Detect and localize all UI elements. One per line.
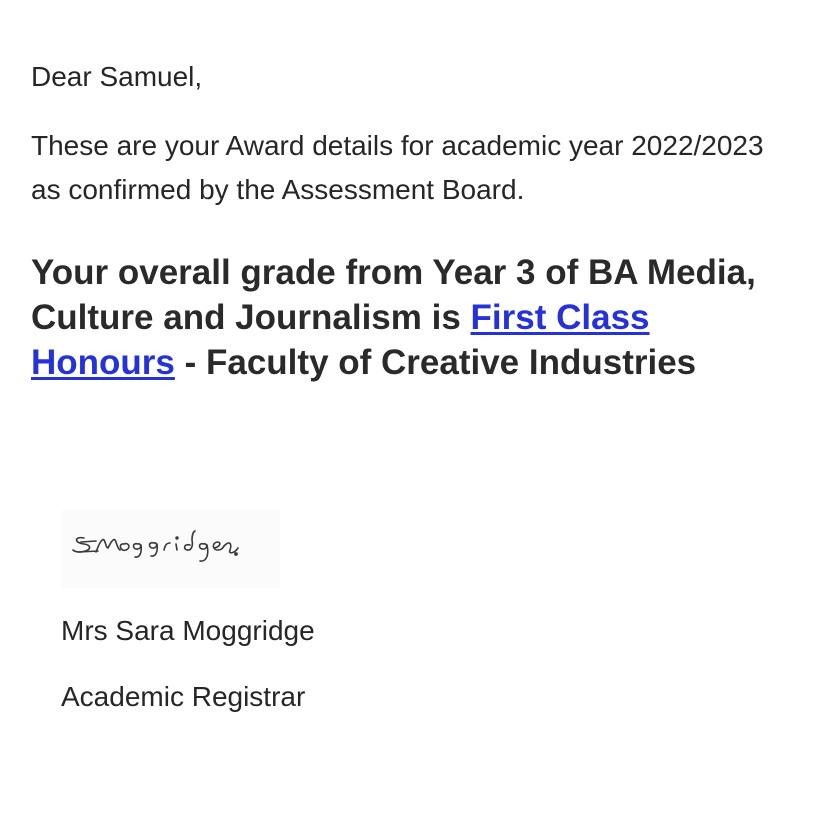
grade-suffix: - Faculty of Creative Industries [174,343,697,382]
greeting: Dear Samuel, [31,61,203,92]
grade-prefix: Your overall grade from Year 3 of BA Media, Culture and Journalism is [31,253,756,337]
award-link[interactable]: First Class Honours [31,298,650,382]
signer-title: Academic Registrar [61,681,306,712]
signer-name: Mrs Sara Moggridge [61,615,315,646]
grade-statement [31,250,771,385]
intro-paragraph: These are your Award details for academic year 2022/2023 as confirmed by the Assessment Board. [31,130,764,205]
handwritten-signature [62,510,280,588]
signature-scribble [62,510,280,588]
